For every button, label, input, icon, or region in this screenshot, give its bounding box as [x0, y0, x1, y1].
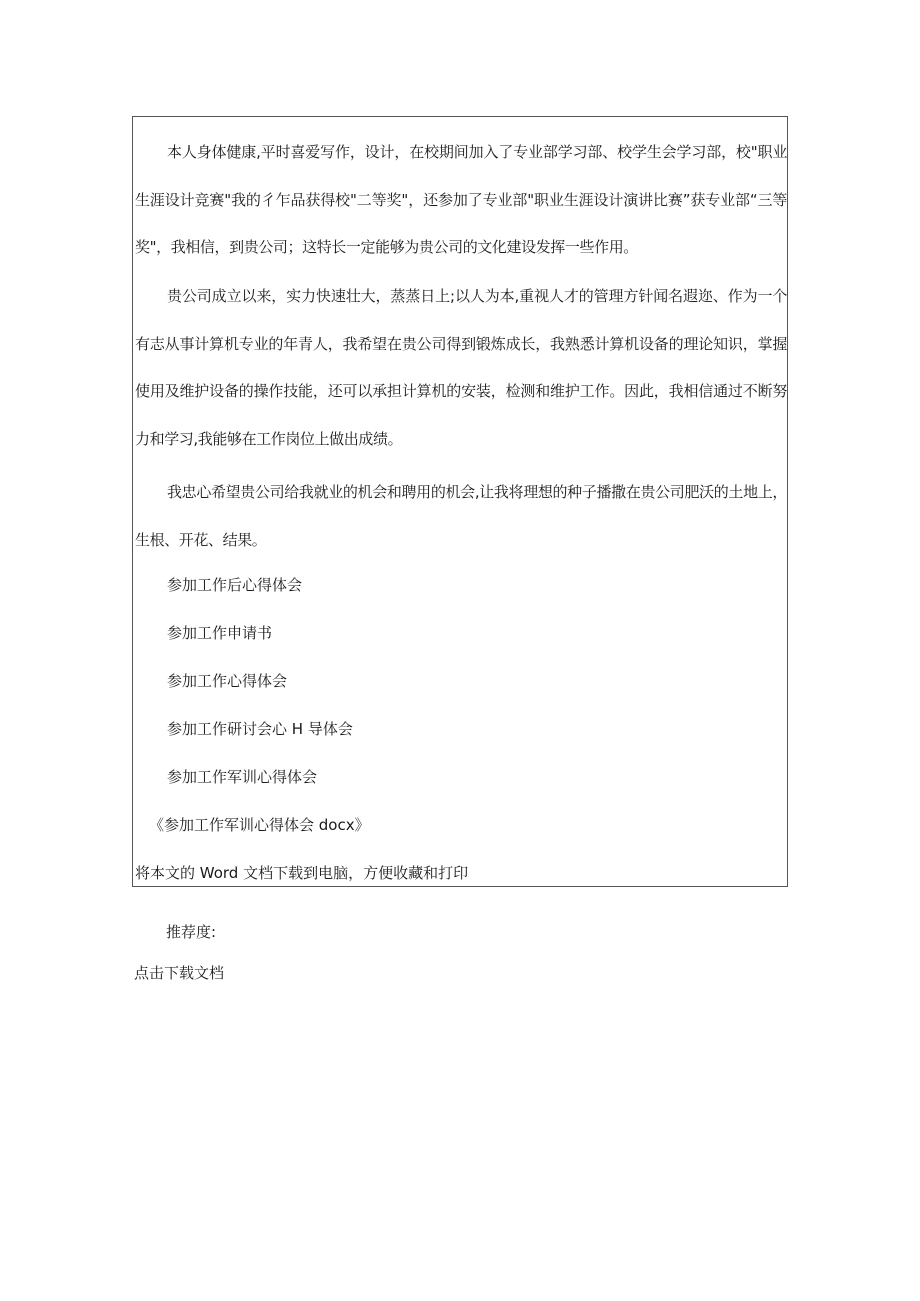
related-link-after-work[interactable]: 参加工作后心得体会 [167, 576, 303, 594]
paragraph-company-growth: 贵公司成立以来，实力快速壮大，蒸蒸日上;以人为本,重视人才的管理方针闻名遐迩、作为一个有志从事计算机专业的年青人，我希望在贵公司得到锻炼成长，我熟悉计算机设备的理论知识，掌握使用及维护设备的操作技能，还可以承担计算机的安装，检测和维护工作。因此，我相信通过不断努力和学习,我能够在工作岗位上做出成绩。 [135, 287, 787, 448]
related-link-military-training[interactable]: 参加工作军训心得体会 [167, 768, 318, 786]
docx-title: 《参加工作军训心得体会 docx》 [149, 816, 370, 834]
recommend-label: 推荐度: [166, 923, 217, 941]
download-document-link[interactable]: 点击下载文档 [134, 964, 225, 982]
paragraph-employment-hope: 我忠心希望贵公司给我就业的机会和聘用的机会,让我将理想的种子播撒在贵公司肥沃的土地上，生根、开花、结果。 [135, 483, 787, 549]
related-link-application[interactable]: 参加工作申请书 [167, 624, 273, 642]
related-link-experience[interactable]: 参加工作心得体会 [167, 672, 288, 690]
related-link-seminar[interactable]: 参加工作研讨会心 H 导体会 [167, 720, 353, 738]
download-note: 将本文的 Word 文档下载到电脑，方便收藏和打印 [135, 864, 469, 882]
paragraph-health-writing: 本人身体健康,平时喜爱写作，设计，在校期间加入了专业部学习部、校学生会学习部，校"职业生涯设计竞赛"我的彳乍品获得校"二等奖"，还参加了专业部"职业生涯设计演讲比赛”获专业部“三等奖"，我相信，到贵公司；这特长一定能够为贵公司的文化建设发挥一些作用。 [135, 143, 787, 256]
document-frame [132, 116, 788, 887]
